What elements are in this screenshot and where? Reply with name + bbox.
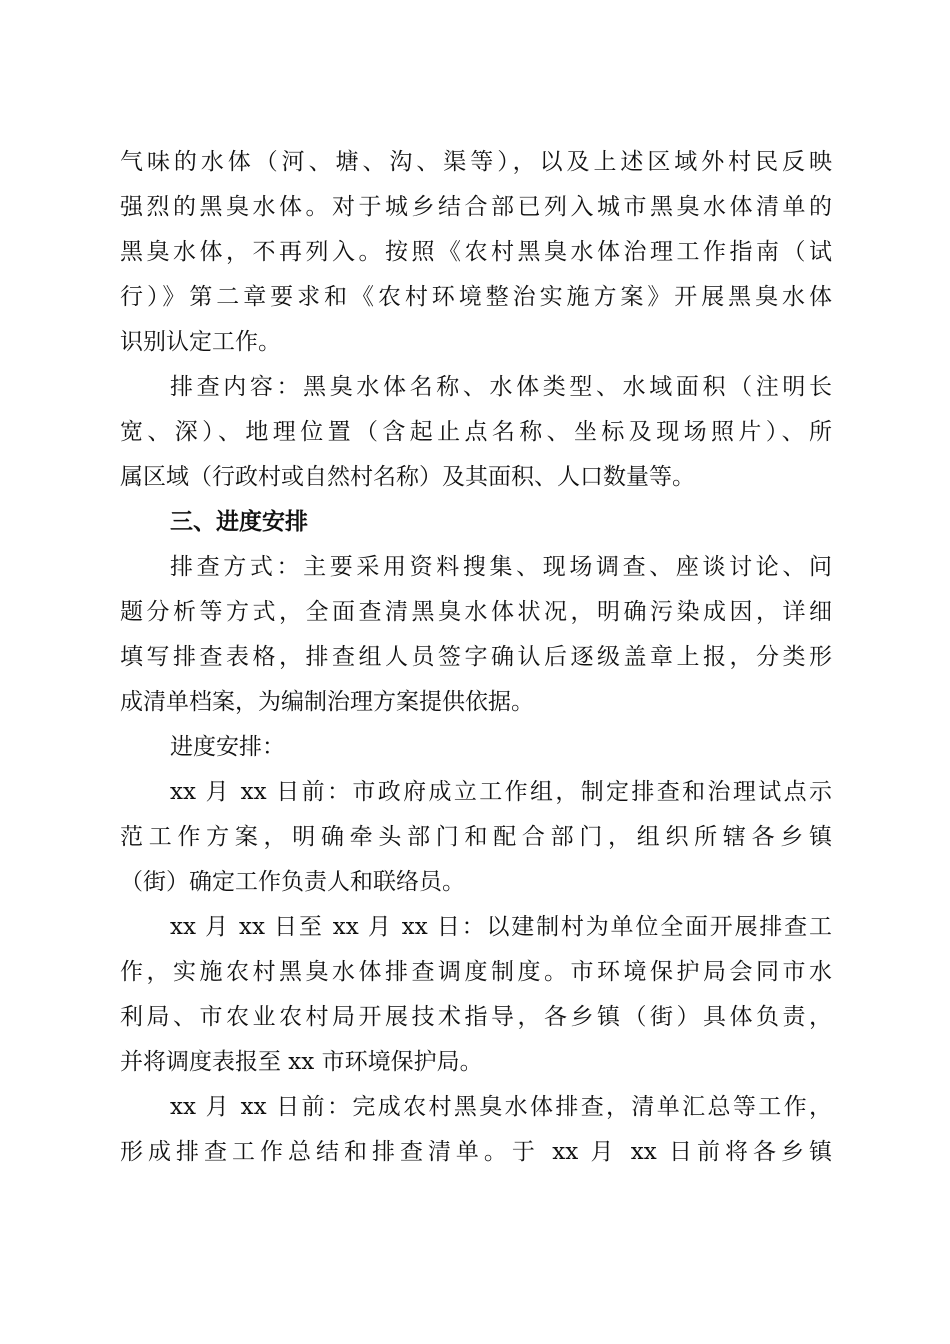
text-line: 形成排查工作总结和排查清单。于 xx 月 xx 日前将各乡镇 (120, 1139, 832, 1165)
text-line: 利局、市农业农村局开展技术指导，各乡镇（街）具体负责， (120, 1004, 832, 1030)
text-line: 行）》第二章要求和《农村环境整治实施方案》开展黑臭水体 (120, 284, 832, 310)
text-line: 气味的水体（河、塘、沟、渠等），以及上述区域外村民反映 (120, 149, 832, 175)
text-line: 填写排查表格，排查组人员签字确认后逐级盖章上报，分类形 (120, 644, 832, 670)
text-line: 范工作方案，明确牵头部门和配合部门，组织所辖各乡镇 (120, 824, 832, 850)
text-line: 识别认定工作。 (120, 329, 281, 355)
text-line: 属区域（行政村或自然村名称）及其面积、人口数量等。 (120, 464, 695, 490)
text-line: （街）确定工作负责人和联络员。 (120, 869, 465, 895)
text-line: 进度安排： (170, 734, 285, 760)
text-line: xx 月 xx 日前：完成农村黑臭水体排查，清单汇总等工作， (170, 1094, 832, 1120)
text-line: 宽、深）、地理位置（含起止点名称、坐标及现场照片）、所 (120, 419, 832, 445)
text-line: xx 月 xx 日前：市政府成立工作组，制定排查和治理试点示 (170, 779, 832, 805)
text-line: 排查内容：黑臭水体名称、水体类型、水域面积（注明长 (170, 374, 832, 400)
text-line: 排查方式：主要采用资料搜集、现场调查、座谈讨论、问 (170, 554, 832, 580)
section-heading: 三、进度安排 (170, 508, 308, 535)
text-line: 强烈的黑臭水体。对于城乡结合部已列入城市黑臭水体清单的 (120, 194, 832, 220)
text-line: 作，实施农村黑臭水体排查调度制度。市环境保护局会同市水 (120, 959, 832, 985)
text-line: 成清单档案，为编制治理方案提供依据。 (120, 689, 534, 715)
text-line: 题分析等方式，全面查清黑臭水体状况，明确污染成因，详细 (120, 599, 832, 625)
text-line: 并将调度表报至 xx 市环境保护局。 (120, 1049, 483, 1075)
text-line: xx 月 xx 日至 xx 月 xx 日：以建制村为单位全面开展排查工 (170, 914, 832, 940)
text-line: 黑臭水体，不再列入。按照《农村黑臭水体治理工作指南（试 (120, 239, 832, 265)
